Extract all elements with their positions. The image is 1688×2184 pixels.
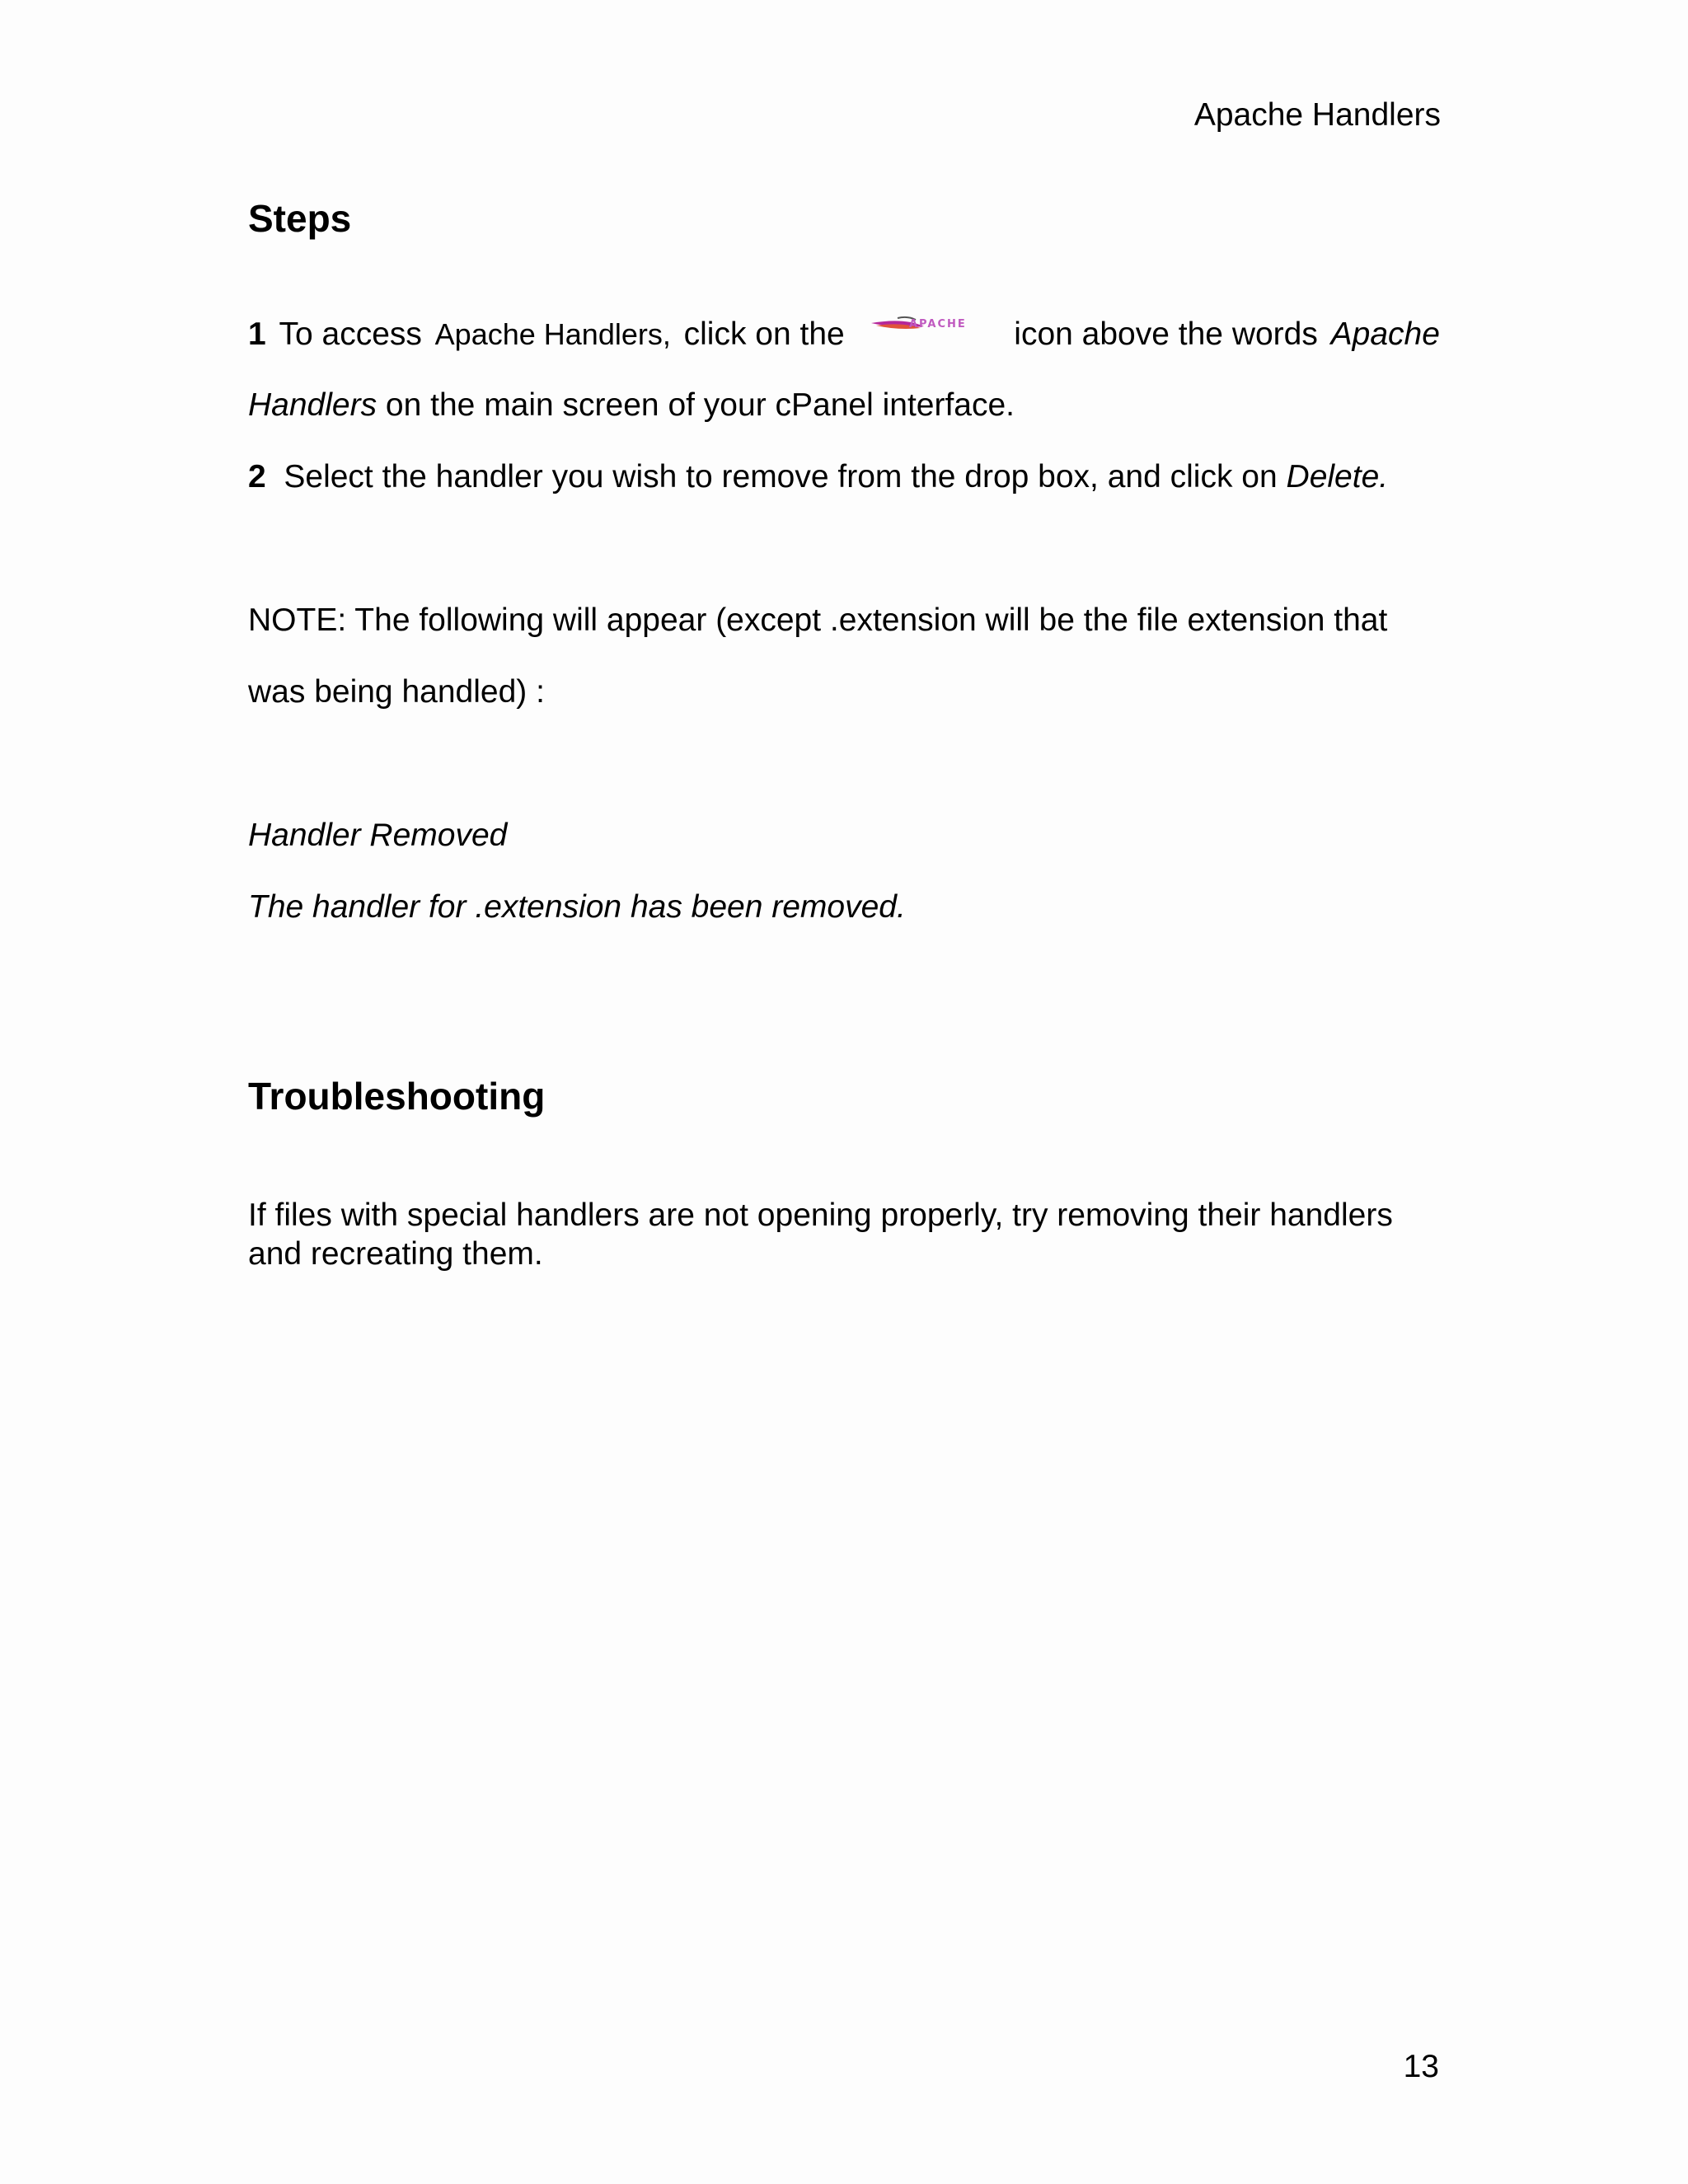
page-number: 13	[1403, 2049, 1439, 2084]
troubleshooting-heading: Troubleshooting	[248, 1075, 546, 1118]
troubleshooting-line-1: If files with special handlers are not opening properly, try removing their handlers	[248, 1197, 1393, 1233]
apache-logo-icon	[868, 312, 992, 344]
step-1-text-mid: click on the	[683, 316, 845, 352]
steps-heading: Steps	[248, 197, 352, 240]
message-body: The handler for .extension has been removed.	[248, 889, 906, 925]
step-2-line	[248, 459, 1388, 495]
message-title: Handler Removed	[248, 818, 508, 853]
step-1-line-2-italic: Handlers	[248, 387, 377, 423]
step-1-italic-end: Apache	[1330, 316, 1440, 352]
troubleshooting-line-2: and recreating them.	[248, 1236, 543, 1272]
step-1-text-after: icon above the words	[1014, 316, 1318, 352]
apache-logo-label: APACHE	[908, 318, 967, 330]
page-header-title: Apache Handlers	[1193, 97, 1441, 133]
step-2-italic-end: Delete.	[1286, 459, 1389, 494]
step-1-line-1	[248, 312, 1440, 353]
step-1-inline-term: Apache Handlers,	[434, 317, 671, 351]
step-1-line-2	[248, 387, 1015, 424]
step-1-line-2-rest: on the main screen of your cPanel interface.	[385, 387, 1015, 423]
step-2-text: Select the handler you wish to remove from the drop box, and click on	[284, 459, 1278, 494]
note-line-1: NOTE: The following will appear (except .extension will be the file extension that	[248, 602, 1388, 638]
note-line-2: was being handled) :	[248, 674, 545, 710]
step-1-number: 1	[248, 316, 266, 352]
step-1-text-before: To access	[279, 316, 422, 352]
step-2-number: 2	[248, 459, 266, 494]
